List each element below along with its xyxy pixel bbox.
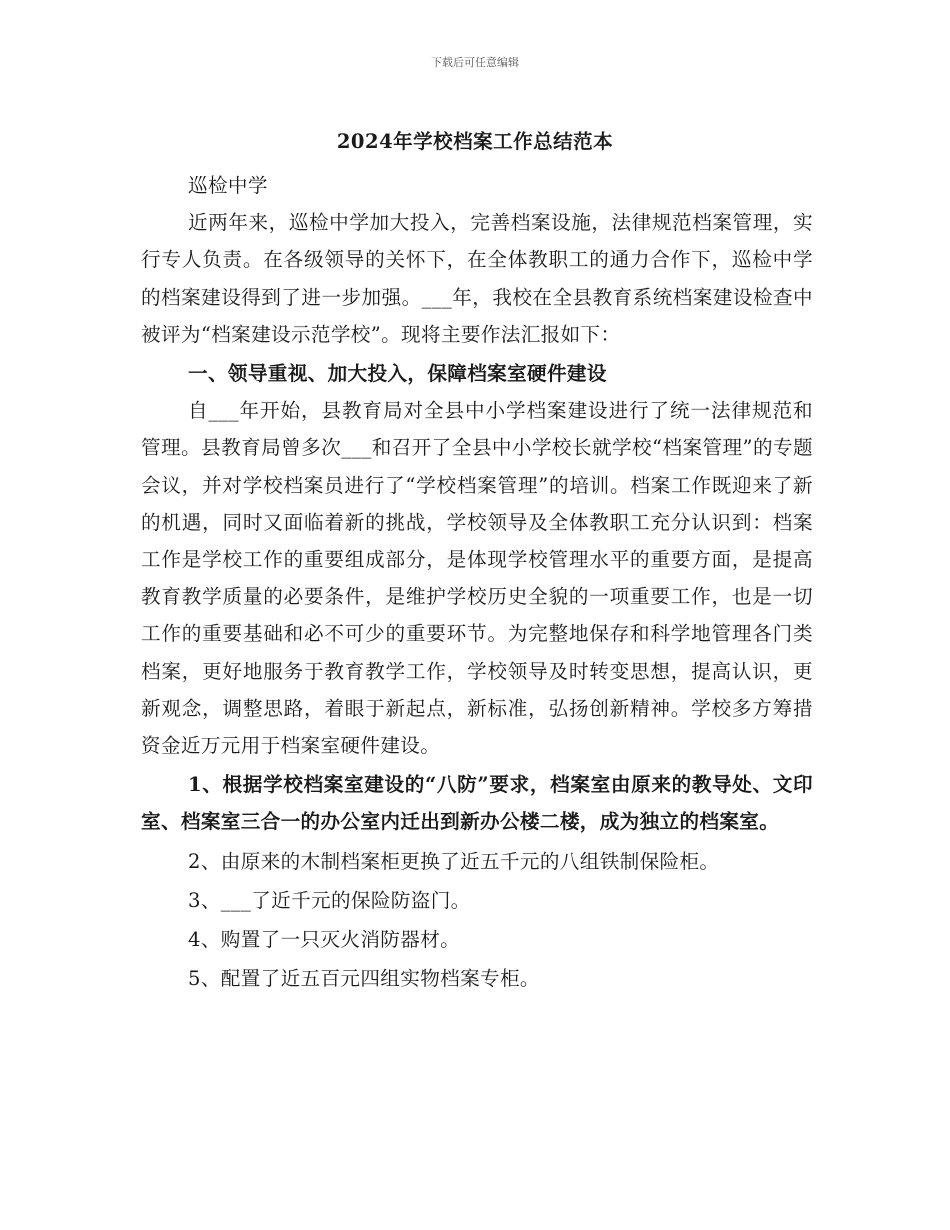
list-item: 2、由原来的木制档案柜更换了近五千元的八组铁制保险柜。 <box>188 849 720 873</box>
list-item: 1、根据学校档案室建设的“八防”要求，档案室由原来的教导处、文印室、档案室三合一的办公室内迁出到新办公楼二楼，成为独立的档案室。 <box>141 773 813 834</box>
section-paragraph: 自___年开始，县教育局对全县中小学档案建设进行了统一法律规范和管理。县教育局曾多次___和召开了全县中小学校长就学校“档案管理”的专题会议，并对学校档案员进行了“学校档案管理”的培训。档案工作既迎来了新的机遇，同时又面临着新的挑战，学校领导及全体教职工充分认识到：档案工作是学校工作的重要组成部分，是体现学校管理水平的重要方面，是提高教育教学质量的必要条件，是维护学校历史全貌的一项重要工作，也是一切工作的重要基础和必不可少的重要环节。为完整地保存和科学地管理各门类档案，更好地服务于教育教学工作，学校领导及时转变思想，提高认识，更新观念，调整思路，着眼于新起点，新标准，弘扬创新精神。学校多方筹措资金近万元用于档案室硬件建设。 <box>141 399 813 758</box>
document-body <box>141 167 813 997</box>
document-title: 2024年学校档案工作总结范本 <box>336 130 614 153</box>
author-line: 巡检中学 <box>188 174 268 197</box>
page-header-note: 下载后可任意编辑 <box>431 56 519 69</box>
section-heading: 一、领导重视、加大投入，保障档案室硬件建设 <box>188 362 607 386</box>
list-item: 5、配置了近五百元四组实物档案专柜。 <box>188 967 540 991</box>
list-item: 4、购置了一只灭火消防器材。 <box>188 928 461 952</box>
intro-paragraph: 近两年来，巡检中学加大投入，完善档案设施，法律规范档案管理，实行专人负责。在各级领导的关怀下，在全体教职工的通力合作下，巡检中学的档案建设得到了进一步加强。___年，我校在全县教育系统档案建设检查中被评为“档案建设示范学校”。现将主要作法汇报如下： <box>141 211 813 346</box>
list-item: 3、___了近千元的保险防盗门。 <box>188 888 471 912</box>
